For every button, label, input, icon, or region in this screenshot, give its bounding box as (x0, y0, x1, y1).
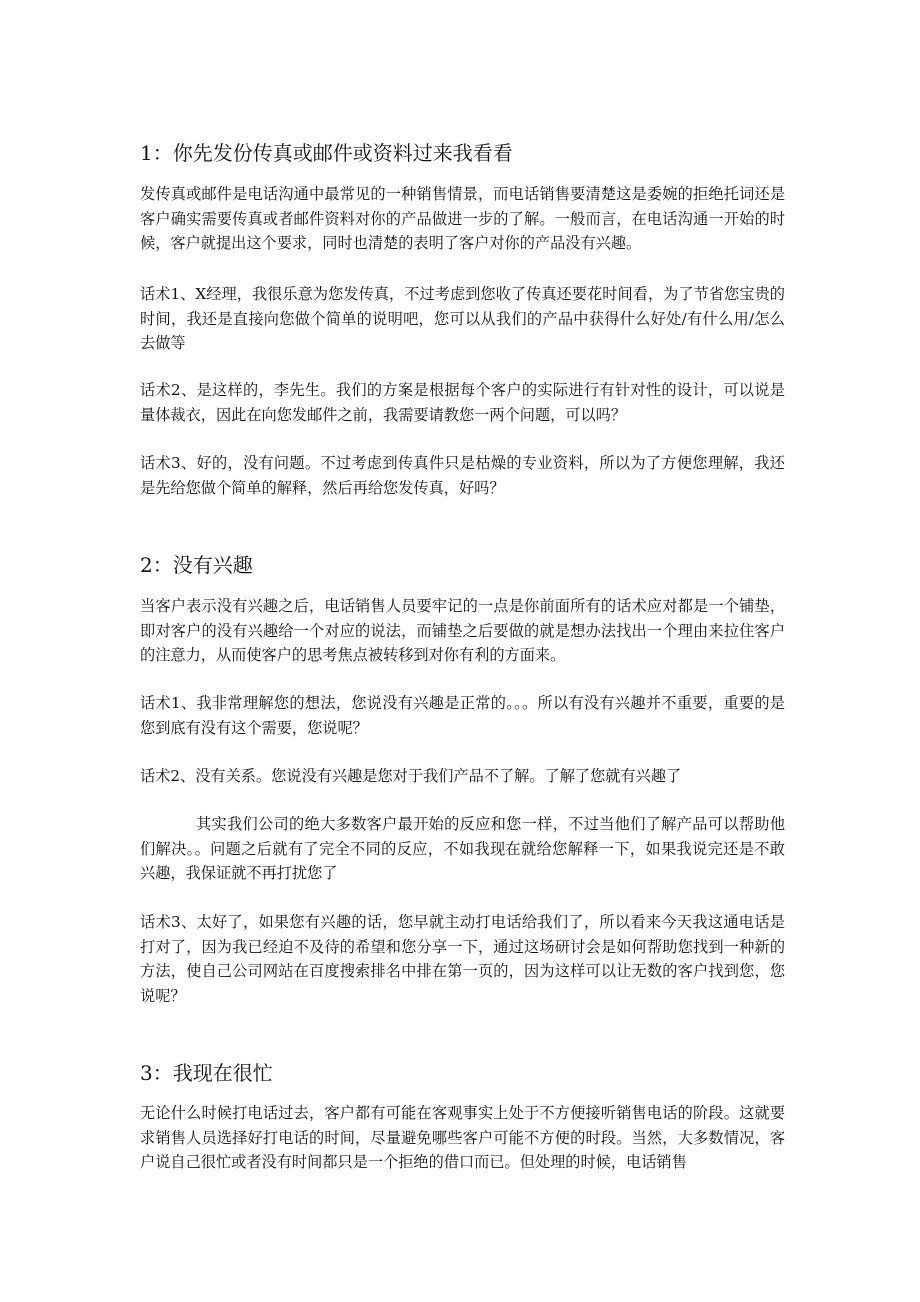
section-1-script-2: 话术2、是这样的，李先生。我们的方案是根据每个客户的实际进行有针对性的设计，可以说是量体裁衣，因此在向您发邮件之前，我需要请教您一两个问题，可以吗？ (140, 381, 785, 424)
section-1-paragraph-intro: 发传真或邮件是电话沟通中最常见的一种销售情景，而电话销售要清楚这是委婉的拒绝托词还是客户确实需要传真或者邮件资料对你的产品做进一步的了解。一般而言，在电话沟通一开始的时候，客户就提出这个要求，同时也清楚的表明了客户对你的产品没有兴趣。 (140, 185, 785, 252)
section-1-script-1: 话术1、X经理，我很乐意为您发传真，不过考虑到您收了传真还要花时间看，为了节省您宝贵的时间，我还是直接向您做个简单的说明吧，您可以从我们的产品中获得什么好处/有什么用/怎么去做等 (140, 285, 785, 352)
section-3-paragraph-intro: 无论什么时候打电话过去，客户都有可能在客观事实上处于不方便接听销售电话的阶段。这就要求销售人员选择好打电话的时间，尽量避免哪些客户可能不方便的时段。当然，大多数情况，客户说自己很忙或者没有时间都只是一个拒绝的借口而已。但处理的时候，电话销售 (140, 1104, 785, 1171)
section-2-script-3: 话术3、太好了，如果您有兴趣的话，您早就主动打电话给我们了，所以看来今天我这通电话是打对了，因为我已经迫不及待的希望和您分享一下，通过这场研讨会是如何帮助您找到一种新的方法，使自己公司网站在百度搜索排名中排在第一页的，因为这样可以让无数的客户找到您，您说呢？ (140, 913, 785, 1005)
section-heading-2: 2：没有兴趣 (140, 552, 253, 577)
section-1-script-3: 话术3、好的，没有问题。不过考虑到传真件只是枯燥的专业资料，所以为了方便您理解，我还是先给您做个简单的解释，然后再给您发传真，好吗？ (140, 454, 785, 497)
section-heading-1: 1：你先发份传真或邮件或资料过来我看看 (140, 140, 513, 165)
section-2-paragraph-intro: 当客户表示没有兴趣之后，电话销售人员要牢记的一点是你前面所有的话术应对都是一个铺垫，即对客户的没有兴趣给一个对应的说法，而铺垫之后要做的就是想办法找出一个理由来拉住客户的注意力，从而使客户的思考焦点被转移到对你有利的方面来。 (140, 597, 785, 664)
section-2-script-2-continued: 其实我们公司的绝大多数客户最开始的反应和您一样，不过当他们了解产品可以帮助他们解决。。问题之后就有了完全不同的反应，不如我现在就给您解释一下，如果我说完还是不敢兴趣，我保证就不再打扰您了 (140, 815, 785, 882)
section-heading-3: 3：我现在很忙 (140, 1060, 273, 1085)
section-2-script-2: 话术2、没有关系。您说没有兴趣是您对于我们产品不了解。了解了您就有兴趣了 (140, 767, 682, 785)
section-2-script-1: 话术1、我非常理解您的想法，您说没有兴趣是正常的。。。所以有没有兴趣并不重要，重要的是您到底有没有这个需要，您说呢？ (140, 694, 785, 737)
